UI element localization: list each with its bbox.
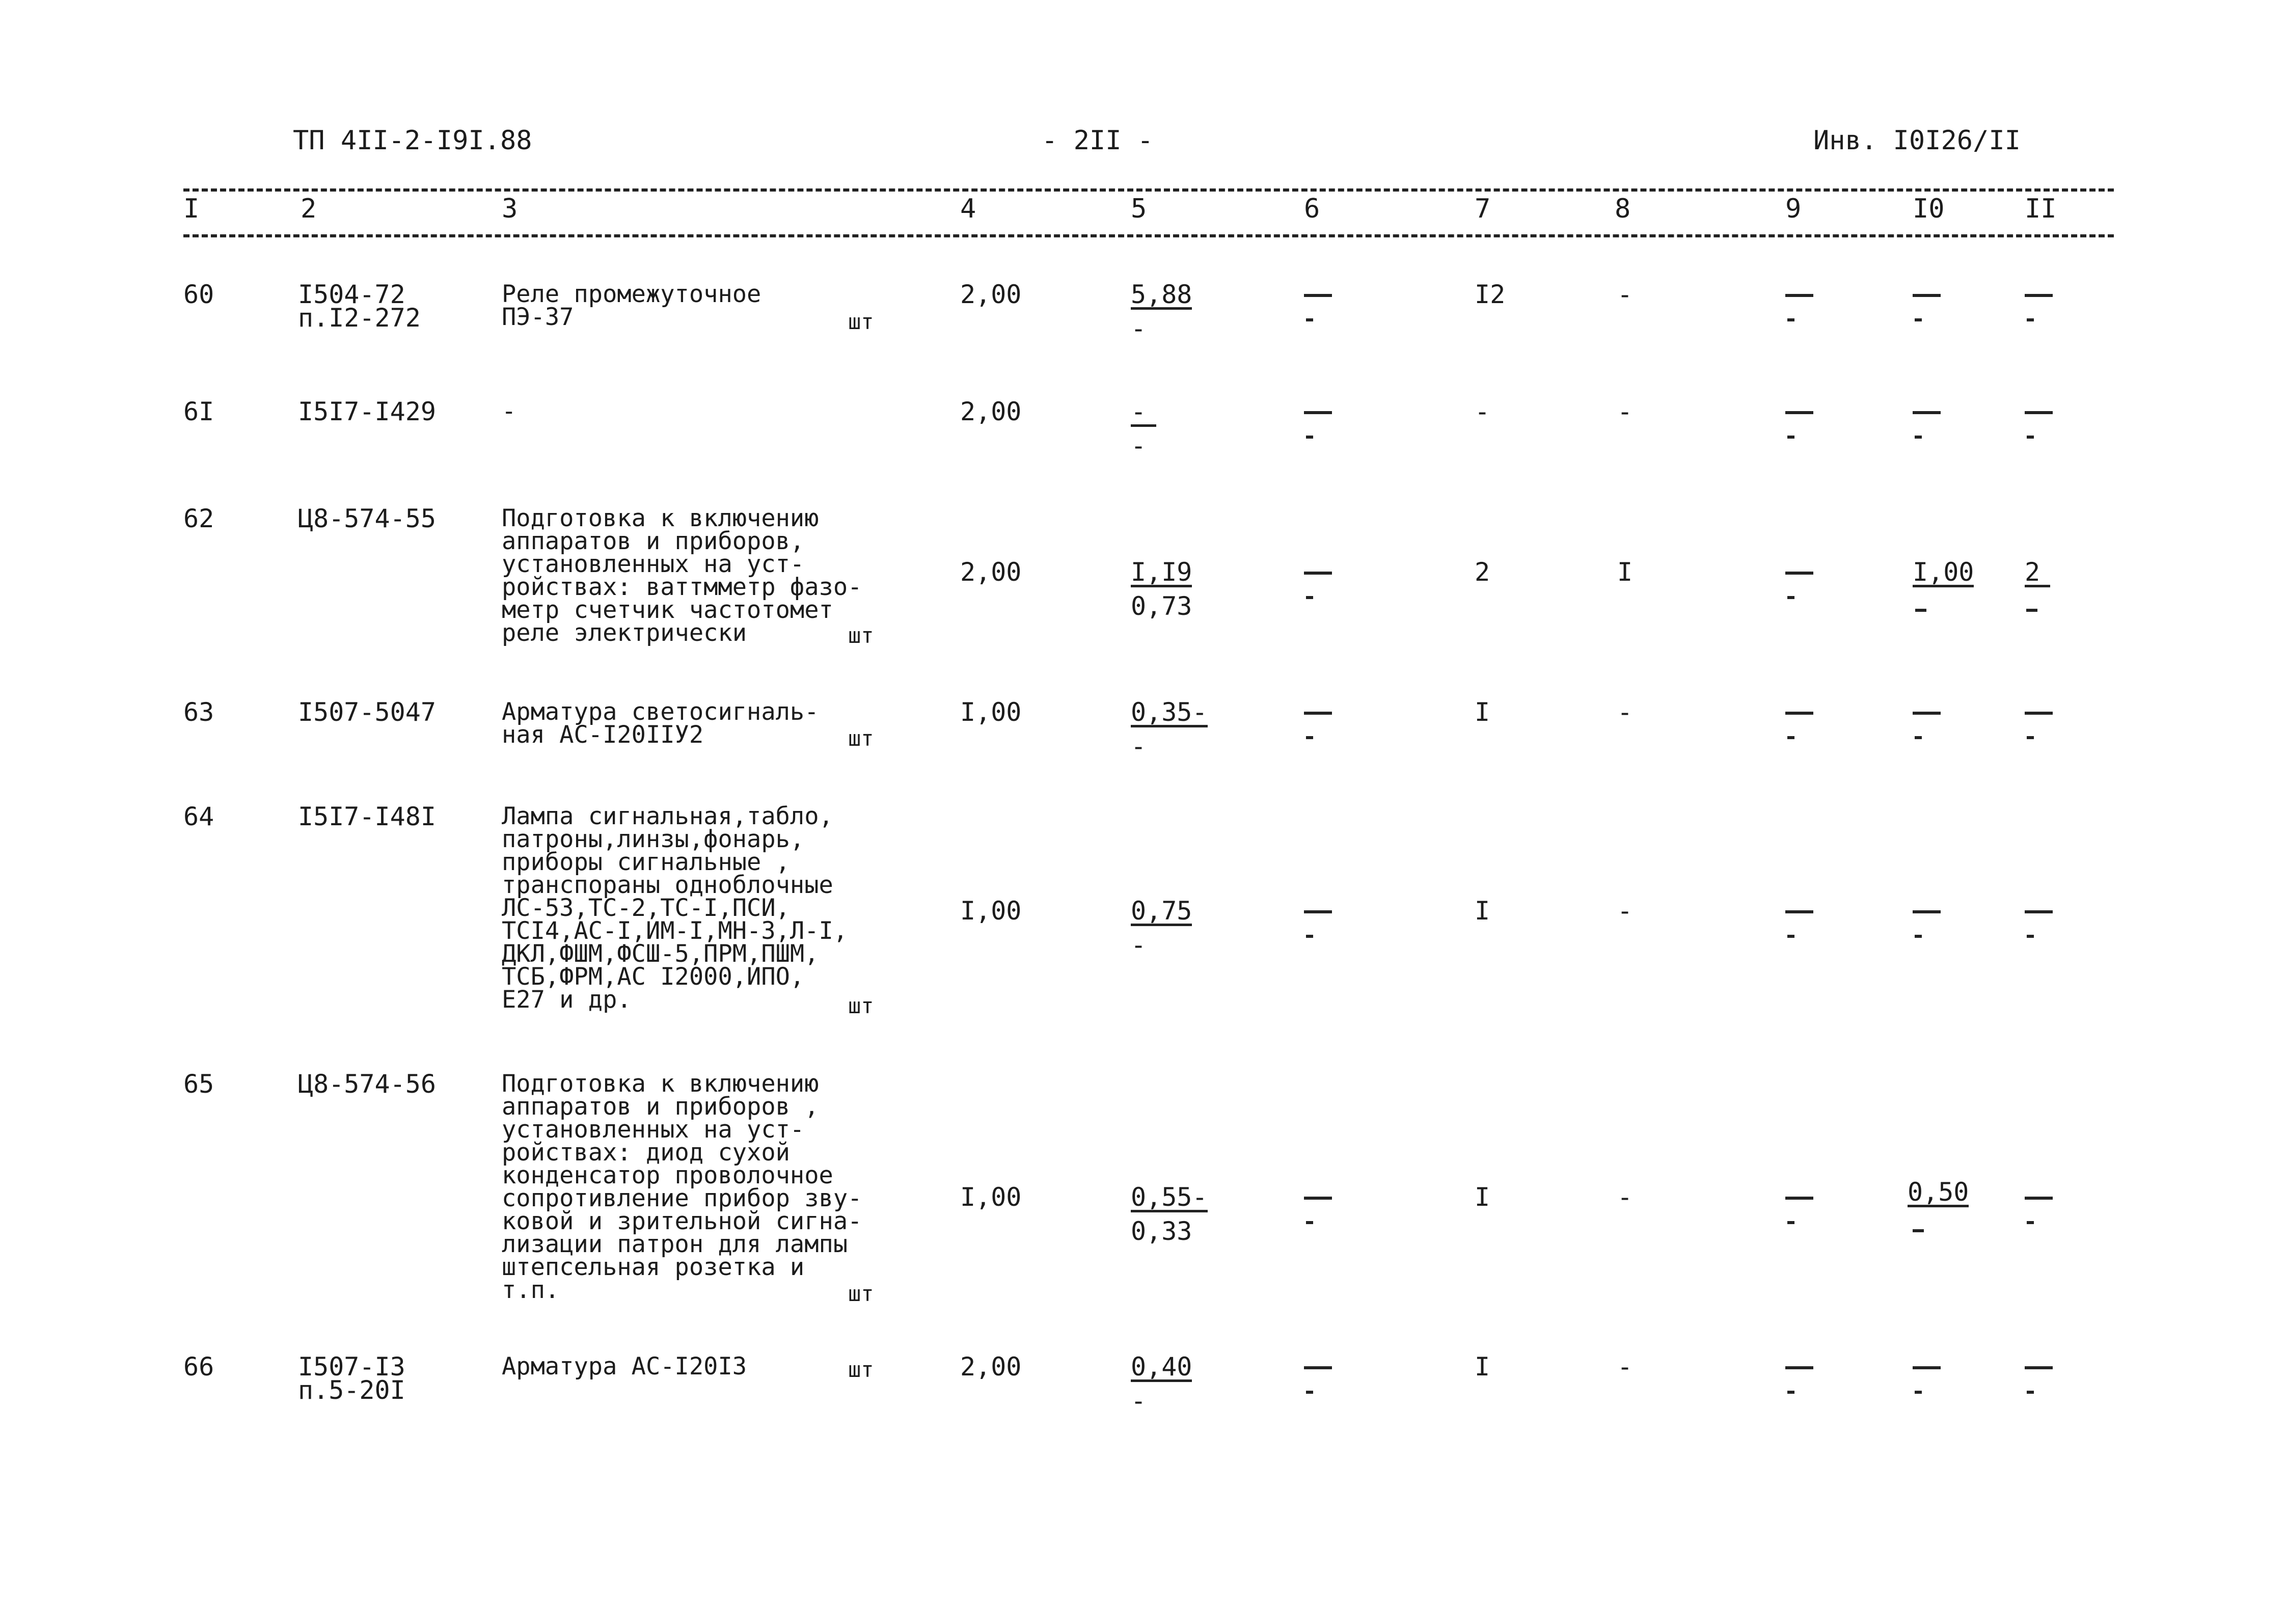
empty-fraction: [1785, 1185, 1826, 1224]
value-denominator: -: [1131, 314, 1147, 343]
norm-code: Ц8-574-56: [298, 1069, 436, 1099]
empty-fraction: [2025, 400, 2065, 439]
work-description: -: [502, 397, 516, 425]
col11-numerator: 2: [2025, 560, 2050, 587]
value-numerator: 0,55-: [1131, 1182, 1208, 1212]
quantity: 2,00: [960, 397, 1022, 426]
quantity: I,00: [960, 896, 1022, 926]
quantity: 2,00: [960, 1352, 1022, 1382]
col-header-2: 2: [301, 194, 317, 224]
value-fraction: [1131, 1182, 1208, 1246]
value-fraction: [1131, 1352, 1207, 1416]
empty-fraction: [1304, 283, 1345, 321]
empty-fraction: [1785, 1355, 1826, 1394]
row-number: 66: [183, 1352, 214, 1382]
empty-fraction: [1785, 899, 1826, 938]
col-header-9: 9: [1785, 194, 1802, 224]
empty-fraction: [1304, 560, 1345, 599]
unit-label: шт: [848, 623, 874, 648]
col-header-11: II: [2025, 194, 2057, 224]
col-header-6: 6: [1304, 194, 1320, 224]
col10-numerator: 0,50: [1908, 1177, 1969, 1207]
row-number: 63: [183, 697, 214, 727]
value-numerator: 0,75: [1131, 896, 1192, 926]
col7-value: I: [1475, 1352, 1490, 1382]
work-description: Подготовка к включению аппаратов и приборов , установленных на уст- ройствах: диод сухой конденсатор проволочное сопротивление прибор зву- ковой и зрительной сигна- лизации патрон для лампы штепсельная розетка и т.п.: [502, 1070, 862, 1304]
row-number: 64: [183, 802, 214, 831]
norm-code: I507-5047: [298, 697, 436, 727]
col-header-7: 7: [1475, 194, 1491, 224]
work-description: Подготовка к включению аппаратов и приборов, установленных на уст- ройствах: ваттмметр фазо- метр счетчик частотомет реле электрически: [502, 504, 862, 647]
table-header-rule: [183, 234, 2114, 237]
col11-denominator-dash: [2026, 609, 2037, 612]
norm-code: I5I7-I48I: [298, 802, 436, 831]
unit-label: шт: [848, 993, 874, 1018]
col-header-5: 5: [1131, 194, 1147, 224]
empty-fraction: [2025, 283, 2065, 321]
col10-denominator-dash: [1913, 1229, 1924, 1232]
col8-value: -: [1617, 1182, 1633, 1212]
col-header-8: 8: [1615, 194, 1631, 224]
row-number: 62: [183, 504, 214, 533]
empty-fraction: [2025, 1185, 2065, 1224]
empty-fraction: [1913, 700, 1953, 739]
value-numerator: 0,35-: [1131, 697, 1208, 727]
empty-fraction: [1785, 700, 1826, 739]
empty-fraction: [1785, 560, 1826, 599]
empty-fraction: [2025, 700, 2065, 739]
empty-fraction: [1913, 1355, 1953, 1394]
col8-value: -: [1617, 1352, 1633, 1382]
empty-fraction: [2025, 1355, 2065, 1394]
empty-fraction: [1913, 283, 1953, 321]
row-number: 6I: [183, 397, 214, 426]
unit-label: шт: [848, 1357, 874, 1382]
empty-fraction: [1304, 1185, 1345, 1224]
quantity: I,00: [960, 697, 1022, 727]
value-denominator: 0,73: [1131, 591, 1192, 621]
value-numerator: 0,40: [1131, 1352, 1192, 1382]
col8-value: -: [1617, 280, 1633, 309]
empty-fraction: [1304, 899, 1345, 938]
value-numerator: 5,88: [1131, 280, 1192, 309]
col7-value: I: [1475, 896, 1490, 926]
col7-value: I: [1475, 1182, 1490, 1212]
empty-fraction: [1785, 400, 1826, 439]
col7-value: I2: [1475, 280, 1506, 309]
empty-fraction: [2025, 899, 2065, 938]
norm-code: I504-72 п.I2-272: [298, 280, 421, 333]
empty-fraction: [1913, 899, 1953, 938]
row-number: 65: [183, 1069, 214, 1099]
col7-value: 2: [1475, 557, 1490, 587]
page-number: - 2II -: [1042, 125, 1154, 156]
row-number: 60: [183, 280, 214, 309]
quantity: 2,00: [960, 557, 1022, 587]
value-fraction: [1131, 557, 1207, 621]
col10-denominator-dash: [1915, 609, 1926, 612]
quantity: I,00: [960, 1182, 1022, 1212]
norm-code: I507-I3 п.5-20I: [298, 1352, 405, 1405]
empty-fraction: [1304, 400, 1345, 439]
col-header-4: 4: [960, 194, 976, 224]
value-denominator: -: [1131, 1386, 1147, 1416]
col8-value: -: [1617, 397, 1633, 426]
empty-fraction: [1785, 283, 1826, 321]
work-description: Арматура АС-I20I3: [502, 1352, 747, 1381]
col-header-1: I: [183, 194, 200, 224]
empty-fraction: [1304, 700, 1345, 739]
quantity: 2,00: [960, 280, 1022, 309]
work-description: Арматура светосигналь- ная АС-I20IIУ2: [502, 698, 819, 749]
col10-numerator: I,00: [1913, 557, 1974, 587]
col11-fraction: [2025, 557, 2065, 587]
unit-label: шт: [848, 1281, 874, 1306]
value-denominator: -: [1131, 930, 1147, 960]
inventory-number: Инв. I0I26/II: [1813, 125, 2021, 156]
col10-fraction: [1913, 557, 1989, 587]
value-denominator: 0,33: [1131, 1216, 1192, 1246]
col10-fraction: [1908, 1177, 1984, 1207]
col8-value: -: [1617, 896, 1633, 926]
value-denominator: -: [1131, 732, 1147, 761]
empty-fraction: [1304, 1355, 1345, 1394]
unit-label: шт: [848, 726, 874, 751]
table-top-rule: [183, 188, 2114, 192]
col8-value: -: [1617, 697, 1633, 727]
empty-fraction: [1913, 400, 1953, 439]
value-fraction: [1131, 697, 1208, 761]
col-header-3: 3: [502, 194, 518, 224]
col-header-10: I0: [1913, 194, 1945, 224]
value-fraction: [1131, 896, 1207, 960]
value-fraction: [1131, 280, 1207, 343]
unit-label: шт: [848, 309, 874, 334]
col7-value: I: [1475, 697, 1490, 727]
doc-code: ТП 4II-2-I9I.88: [293, 125, 532, 156]
col7-value: -: [1475, 397, 1490, 426]
norm-code: I5I7-I429: [298, 397, 436, 426]
work-description: Реле промежуточное ПЭ-37: [502, 280, 761, 331]
value-numerator: -: [1131, 400, 1156, 427]
value-fraction: [1131, 397, 1207, 461]
value-denominator: -: [1131, 431, 1147, 461]
norm-code: Ц8-574-55: [298, 504, 436, 533]
value-numerator: I,I9: [1131, 557, 1192, 587]
work-description: Лампа сигнальная,табло, патроны,линзы,фонарь, приборы сигнальные , транспораны одноблочные ЛС-53,ТС-2,ТС-I,ПСИ, ТСI4,АС-I,ИМ-I,МН-3,Л-I, ДКЛ,ФШМ,ФСШ-5,ПРМ,ПШМ, ТСБ,ФРМ,АС I2000,ИПО, Е27 и др.: [502, 802, 848, 1014]
col8-value: I: [1617, 557, 1633, 587]
